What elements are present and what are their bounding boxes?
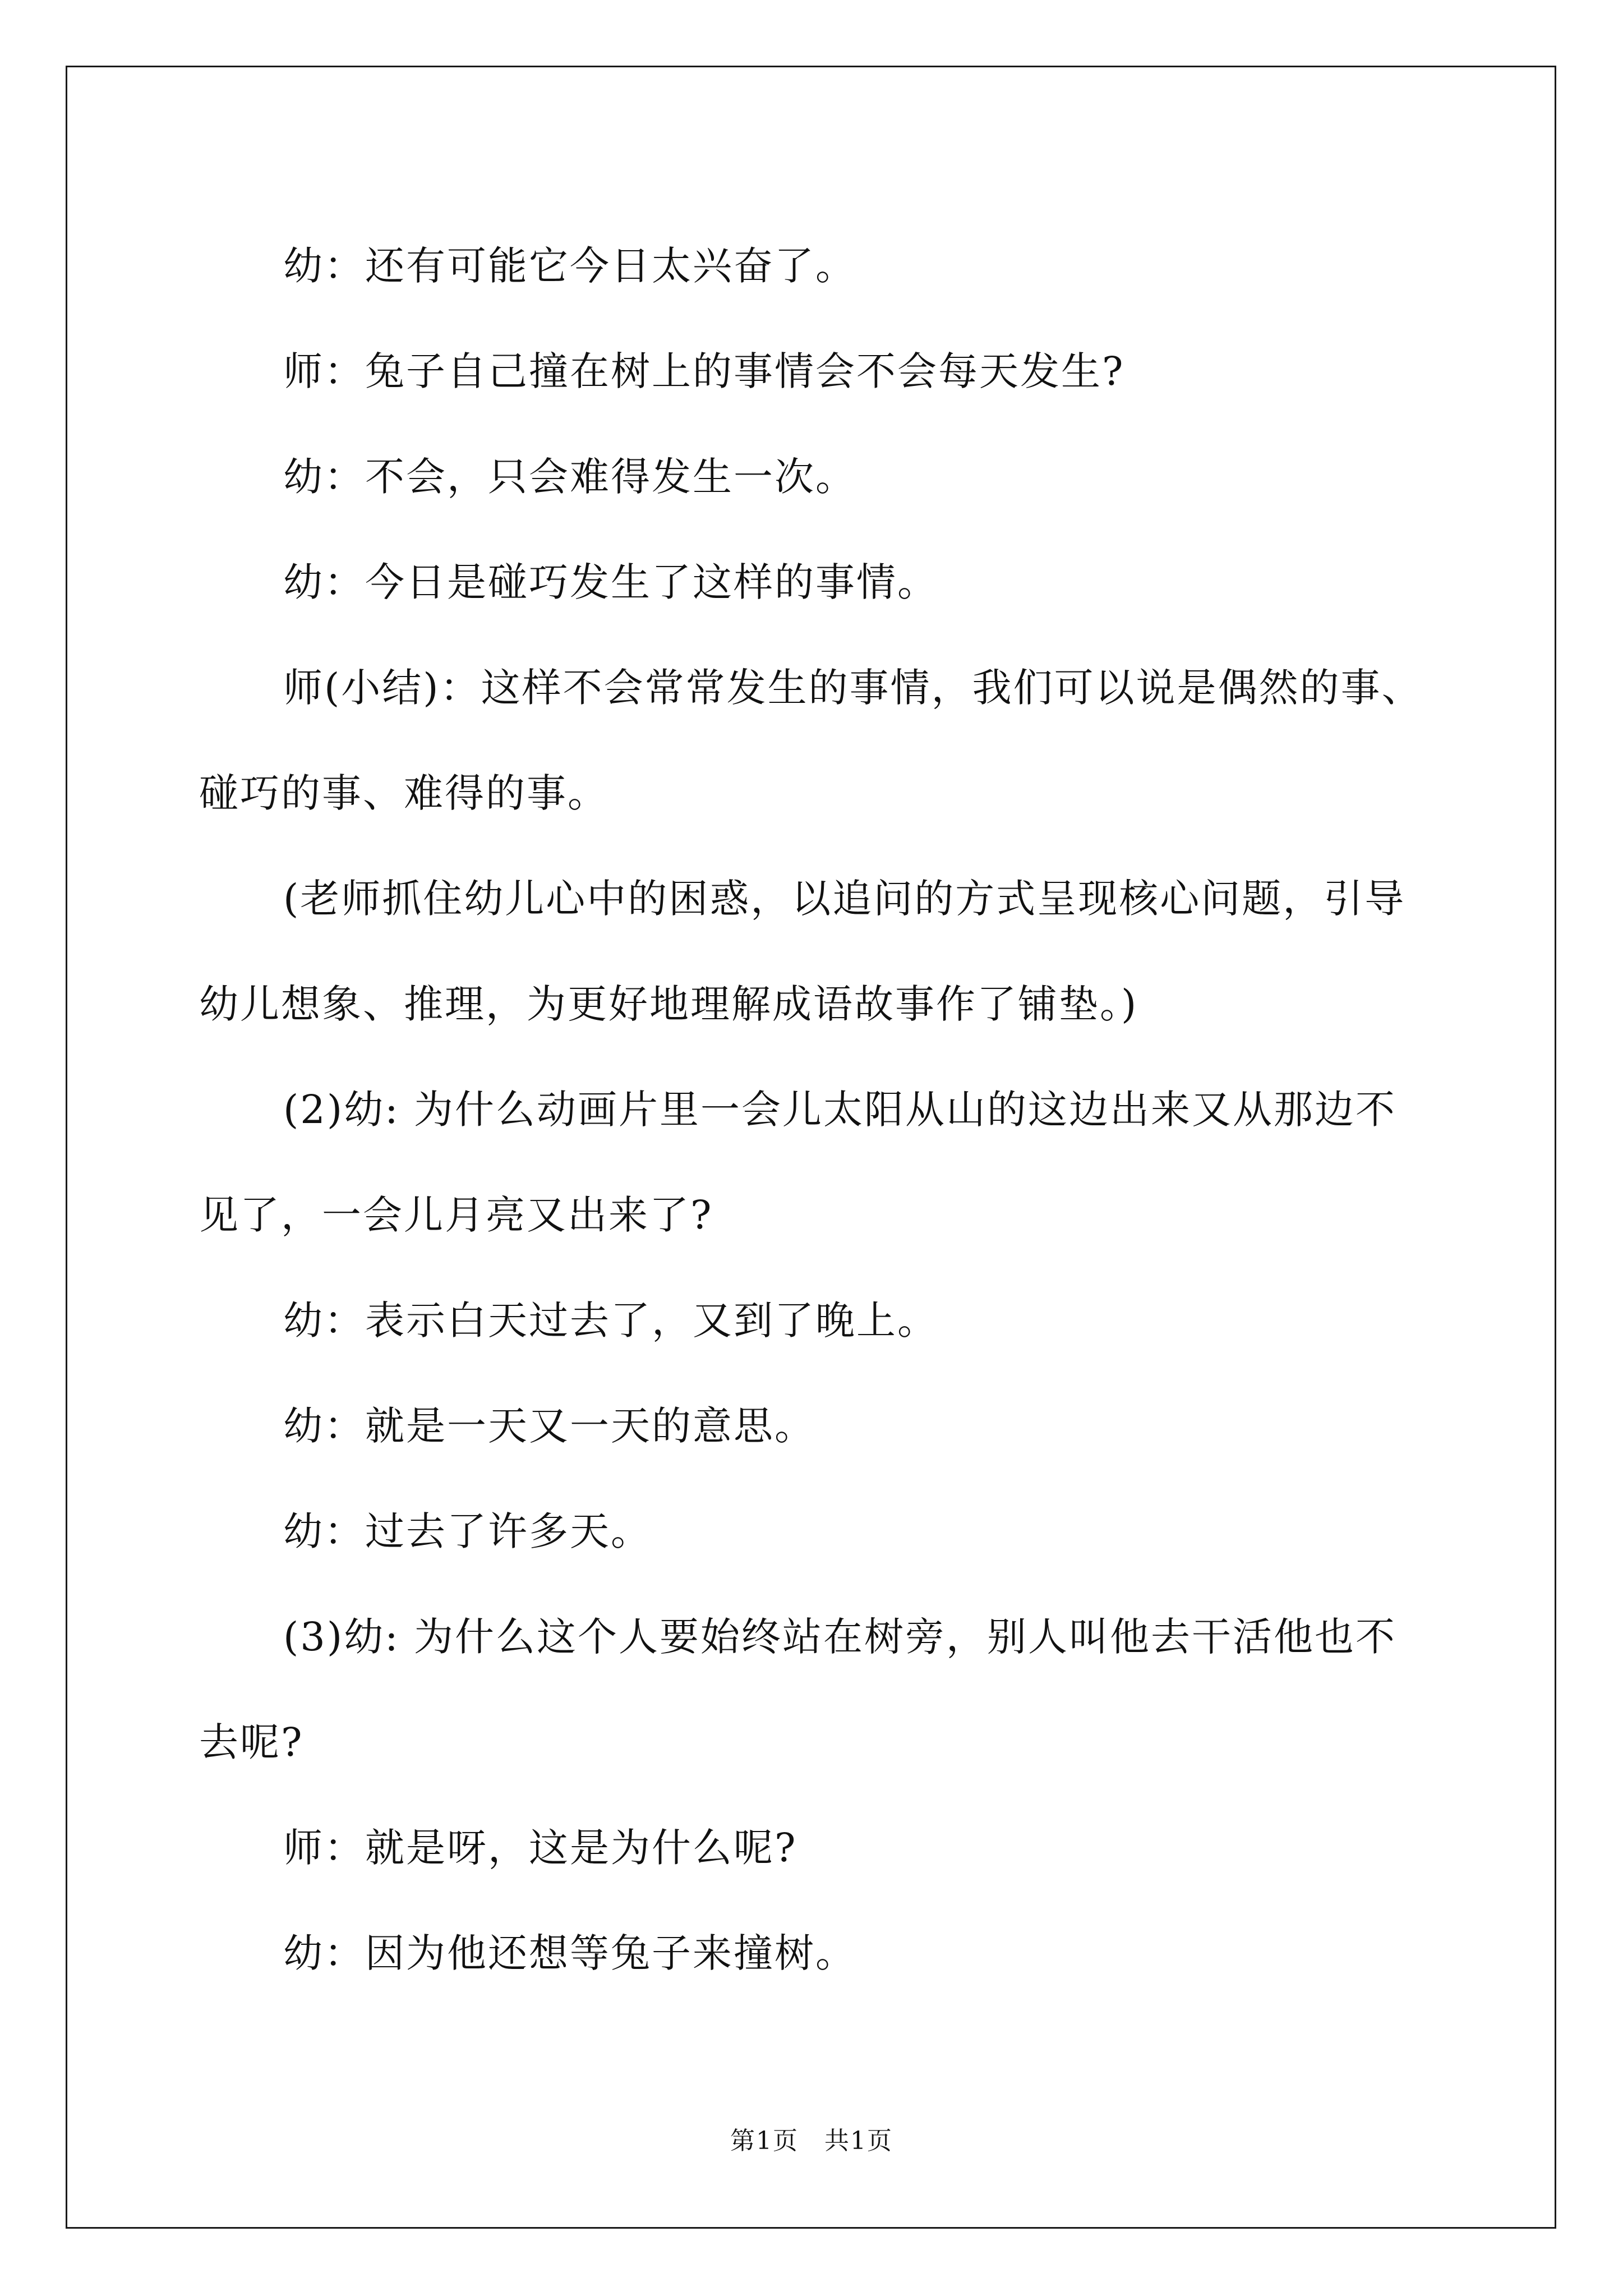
- paragraph: 师：就是呀，这是为什么呢?: [283, 1825, 797, 1871]
- paragraph: 师(小结)：这样不会常常发生的事情，我们可以说是偶然的事、碰巧的事、难得的事。: [199, 665, 1423, 816]
- paragraph: 幼：还有可能它今日太兴奋了。: [283, 243, 856, 289]
- paragraph: 幼：表示白天过去了，又到了晚上。: [283, 1297, 938, 1343]
- page-footer: 第1页 共1页: [730, 2127, 893, 2155]
- paragraph: 幼：今日是碰巧发生了这样的事情。: [283, 559, 938, 605]
- paragraph: 幼：因为他还想等兔子来撞树。: [283, 1930, 856, 1976]
- paragraph: 幼：过去了许多天。: [283, 1508, 652, 1554]
- paragraph: 幼：不会，只会难得发生一次。: [283, 454, 856, 500]
- paragraph: 师：兔子自己撞在树上的事情会不会每天发生?: [283, 348, 1125, 394]
- paragraph: 幼：就是一天又一天的意思。: [283, 1403, 815, 1449]
- document-body: [199, 213, 1433, 2006]
- paragraph: (3)幼: 为什么这个人要始终站在树旁，别人叫他去干活他也不去呢?: [199, 1614, 1396, 1765]
- paragraph: (2)幼: 为什么动画片里一会儿太阳从山的这边出来又从那边不见了，一会儿月亮又出来了?: [199, 1087, 1396, 1238]
- paragraph: (老师抓住幼儿心中的困惑，以追问的方式呈现核心问题，引导幼儿想象、推理，为更好地理解成语故事作了铺垫。): [199, 876, 1406, 1027]
